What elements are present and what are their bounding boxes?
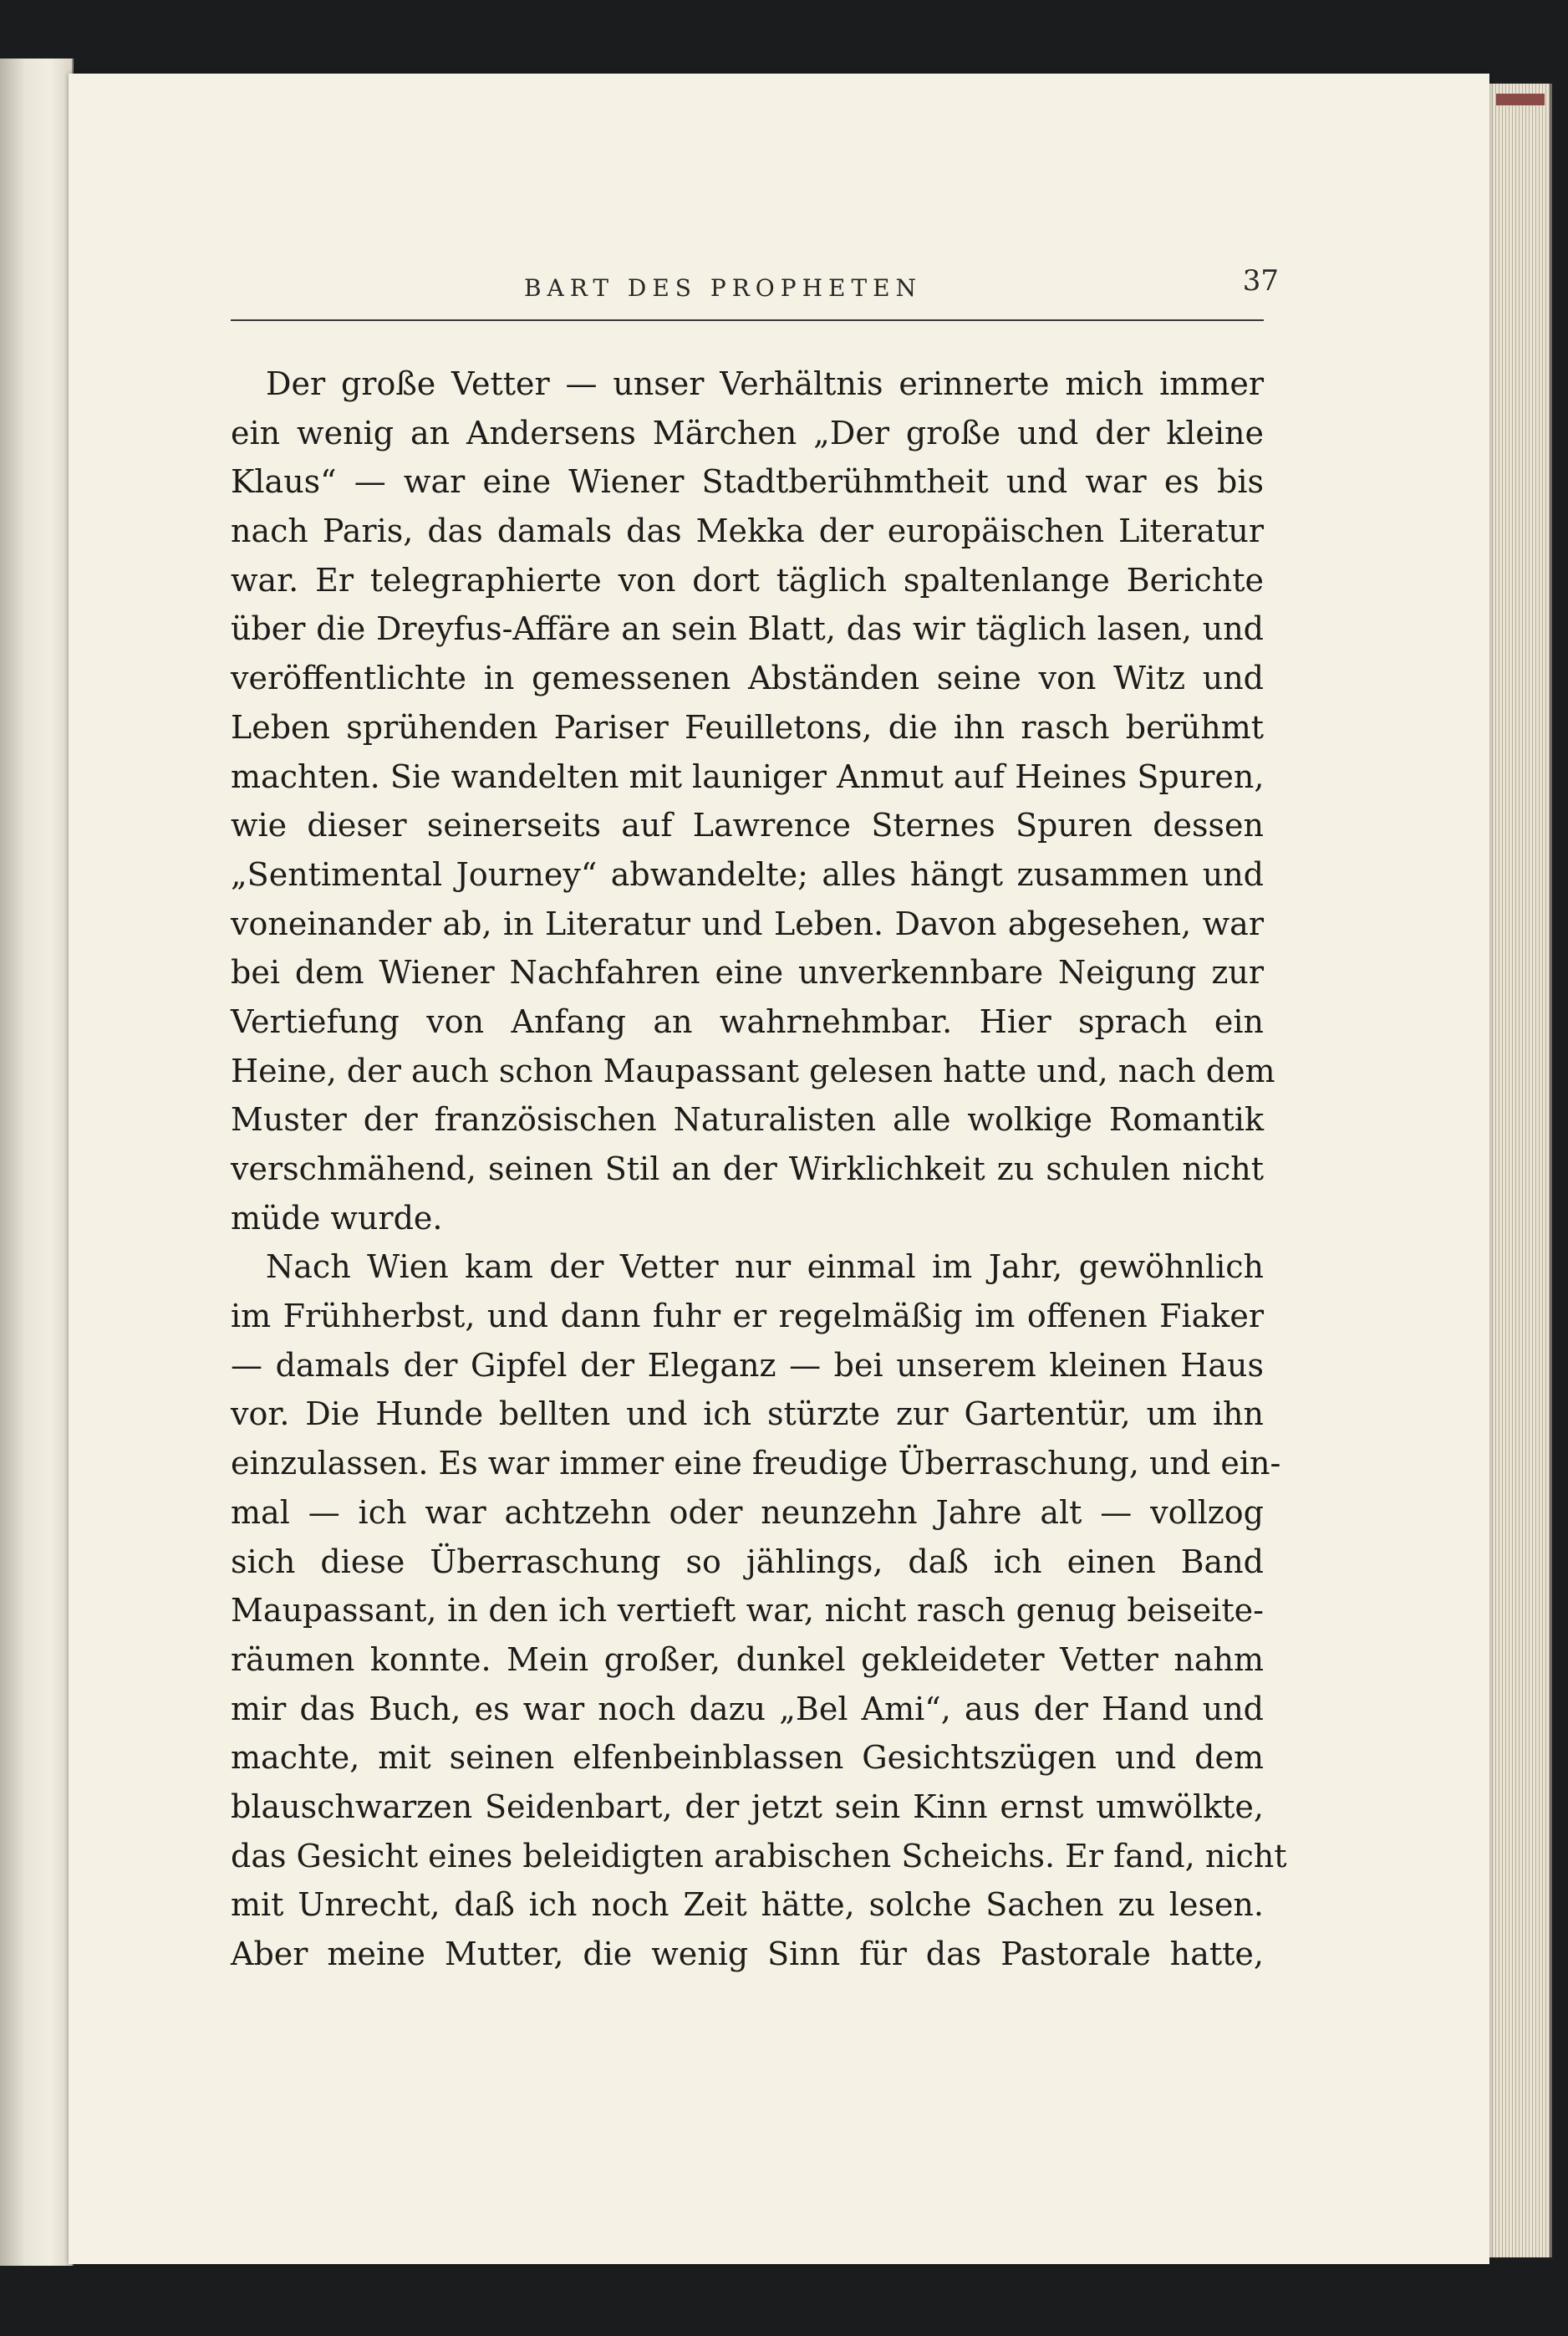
text-line: mit Unrecht, daß ich noch Zeit hätte, solche Sachen zu lesen. [231, 1886, 1264, 1924]
page-stack-edge [1489, 84, 1552, 2257]
text-line: über die Dreyfus-Affäre an sein Blatt, das wir täglich lasen, und [231, 610, 1264, 648]
text-line: machten. Sie wandelten mit launiger Anmut auf Heines Spuren, [231, 757, 1265, 795]
text-line: veröffentlichte in gemessenen Abständen seine von Witz und [231, 660, 1264, 697]
text-line: Nach Wien kam der Vetter nur einmal im Jahr, gewöhnlich [266, 1248, 1264, 1286]
text-line: Heine, der auch schon Maupassant gelesen hatte und, nach dem [231, 1052, 1275, 1089]
page-number: 37 [1242, 264, 1279, 298]
text-line: bei dem Wiener Nachfahren eine unverkennbare Neigung zur [231, 954, 1264, 992]
text-line: war. Er telegraphierte von dort täglich spaltenlange Berichte [231, 561, 1264, 599]
running-head-rule [231, 319, 1264, 321]
text-line: ein wenig an Andersens Märchen „Der große und der kleine [231, 414, 1264, 451]
text-line: Vertiefung von Anfang an wahrnehmbar. Hier sprach ein [231, 1002, 1264, 1040]
text-line: Muster der französischen Naturalisten alle wolkige Romantik [231, 1101, 1264, 1139]
page-edge-mark [1496, 94, 1545, 105]
text-line: räumen konnte. Mein großer, dunkel gekleideter Vetter nahm [231, 1640, 1264, 1678]
left-page-edge [0, 59, 74, 2266]
text-line: sich diese Überraschung so jählings, daß ich einen Band [231, 1543, 1264, 1580]
text-line: voneinander ab, in Literatur und Leben. Davon abgesehen, war [231, 905, 1264, 942]
text-line: mir das Buch, es war noch dazu „Bel Ami“, aus der Hand und [231, 1690, 1264, 1727]
text-line: wie dieser seinerseits auf Lawrence Sternes Spuren dessen [231, 807, 1264, 844]
text-line: Der große Vetter — unser Verhältnis erinnerte mich immer [266, 365, 1264, 402]
text-line: blauschwarzen Seidenbart, der jetzt sein Kinn ernst umwölkte, [231, 1788, 1264, 1825]
text-line: Maupassant, in den ich vertieft war, nicht rasch genug beiseite- [231, 1592, 1264, 1630]
body-text [231, 360, 1287, 1979]
text-line: einzulassen. Es war immer eine freudige Überraschung, und ein- [231, 1445, 1281, 1482]
text-line: im Frühherbst, und dann fuhr er regelmäßig im offenen Fiaker [231, 1298, 1264, 1335]
running-head [167, 197, 1279, 302]
text-line: „Sentimental Journey“ abwandelte; alles hängt zusammen und [231, 855, 1264, 893]
text-line: mal — ich war achtzehn oder neunzehn Jahre alt — vollzog [231, 1493, 1264, 1531]
text-line: Klaus“ — war eine Wiener Stadtberühmtheit und war es bis [231, 463, 1264, 501]
text-line: Leben sprühenden Pariser Feuilletons, die ihn rasch berühmt [231, 708, 1264, 746]
text-line: müde wurde. [231, 1199, 443, 1237]
text-line: nach Paris, das damals das Mekka der europäischen Literatur [231, 513, 1264, 550]
text-line: vor. Die Hunde bellten und ich stürzte zur Gartentür, um ihn [231, 1395, 1264, 1433]
text-line: — damals der Gipfel der Eleganz — bei unserem kleinen Haus [231, 1346, 1264, 1384]
text-line: verschmähend, seinen Stil an der Wirklichkeit zu schulen nicht [231, 1150, 1264, 1187]
text-line: Aber meine Mutter, die wenig Sinn für das Pastorale hatte, [231, 1936, 1264, 1972]
text-line: das Gesicht eines beleidigten arabischen Scheichs. Er fand, nicht [231, 1837, 1287, 1874]
running-head-title: BART DES PROPHETEN [523, 274, 923, 302]
text-line: machte, mit seinen elfenbeinblassen Gesichtszügen und dem [231, 1739, 1264, 1777]
